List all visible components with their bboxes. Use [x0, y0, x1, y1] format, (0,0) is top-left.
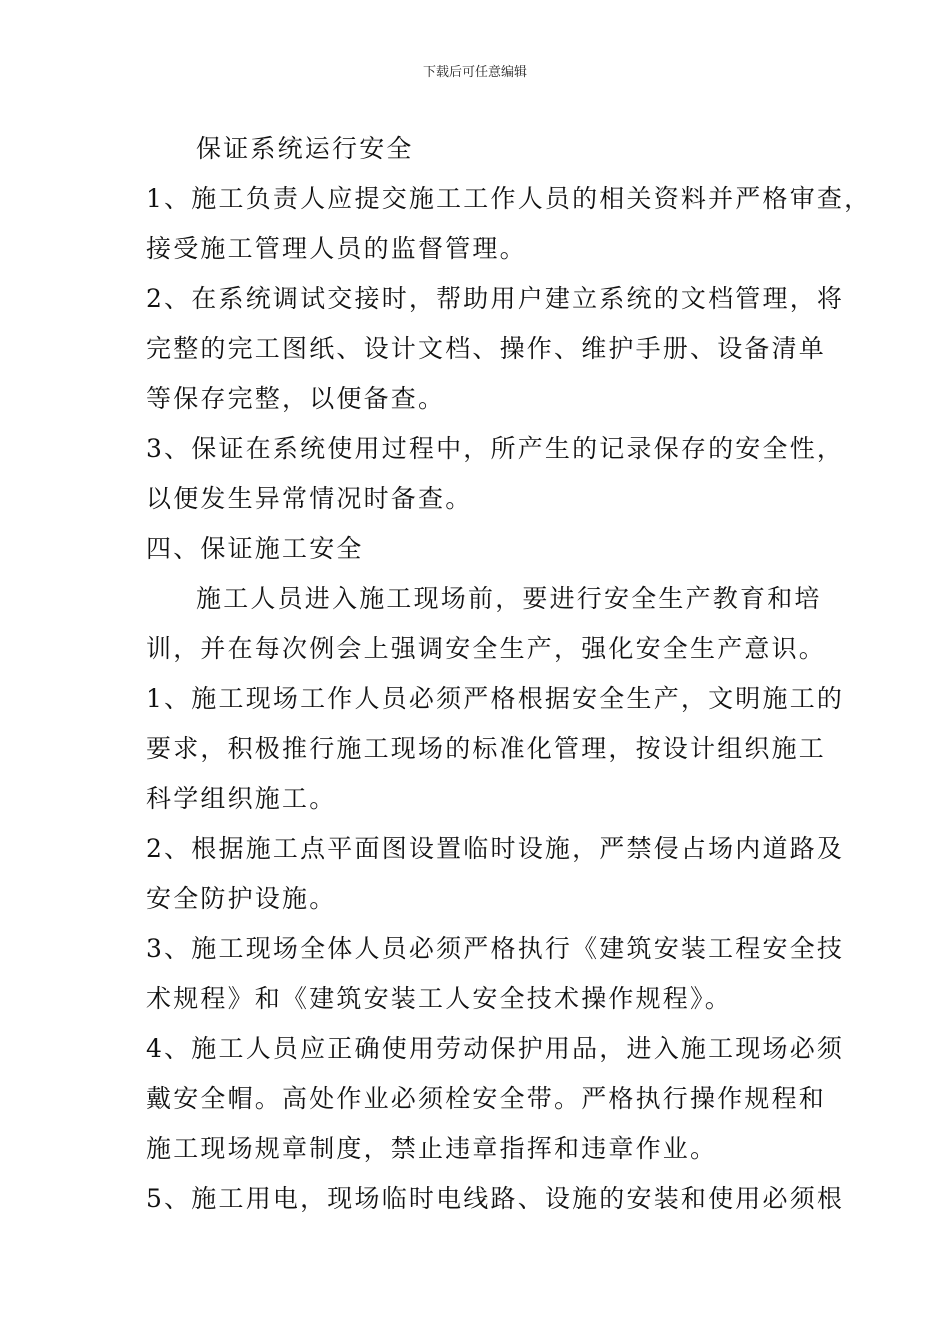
text-line: 2、根据施工点平面图设置临时设施，严禁侵占场内道路及 — [146, 834, 845, 863]
page-header: 下载后可任意编辑 — [422, 65, 527, 80]
text-line: 科学组织施工。 — [146, 784, 337, 813]
text-line: 要求，积极推行施工现场的标准化管理，按设计组织施工 — [146, 734, 827, 763]
text-line: 接受施工管理人员的监督管理。 — [146, 234, 527, 263]
text-line: 戴安全帽。高处作业必须栓安全带。严格执行操作规程和 — [146, 1084, 827, 1113]
text-line: 术规程》和《建筑安装工人安全技术操作规程》。 — [146, 984, 732, 1013]
text-line: 2、在系统调试交接时，帮助用户建立系统的文档管理，将 — [146, 284, 845, 313]
text-line: 保证系统运行安全 — [196, 134, 414, 163]
document-body — [146, 124, 872, 1224]
text-line: 完整的完工图纸、设计文档、操作、维护手册、设备清单 — [146, 334, 827, 363]
text-line: 4、施工人员应正确使用劳动保护用品，进入施工现场必须 — [146, 1034, 845, 1063]
text-line: 四、保证施工安全 — [146, 534, 364, 563]
text-line: 3、保证在系统使用过程中，所产生的记录保存的安全性， — [146, 434, 845, 463]
text-line: 训，并在每次例会上强调安全生产，强化安全生产意识。 — [146, 634, 827, 663]
text-line: 以便发生异常情况时备查。 — [146, 484, 473, 513]
text-line: 安全防护设施。 — [146, 884, 337, 913]
text-line: 3、施工现场全体人员必须严格执行《建筑安装工程安全技 — [146, 934, 845, 963]
text-line: 1、施工现场工作人员必须严格根据安全生产，文明施工的 — [146, 684, 845, 713]
text-line: 等保存完整，以便备查。 — [146, 384, 446, 413]
text-line: 5、施工用电，现场临时电线路、设施的安装和使用必须根 — [146, 1184, 845, 1213]
text-line: 1、施工负责人应提交施工工作人员的相关资料并严格审查， — [146, 184, 872, 213]
text-line: 施工人员进入施工现场前，要进行安全生产教育和培 — [196, 584, 822, 613]
text-line: 施工现场规章制度，禁止违章指挥和违章作业。 — [146, 1134, 718, 1163]
